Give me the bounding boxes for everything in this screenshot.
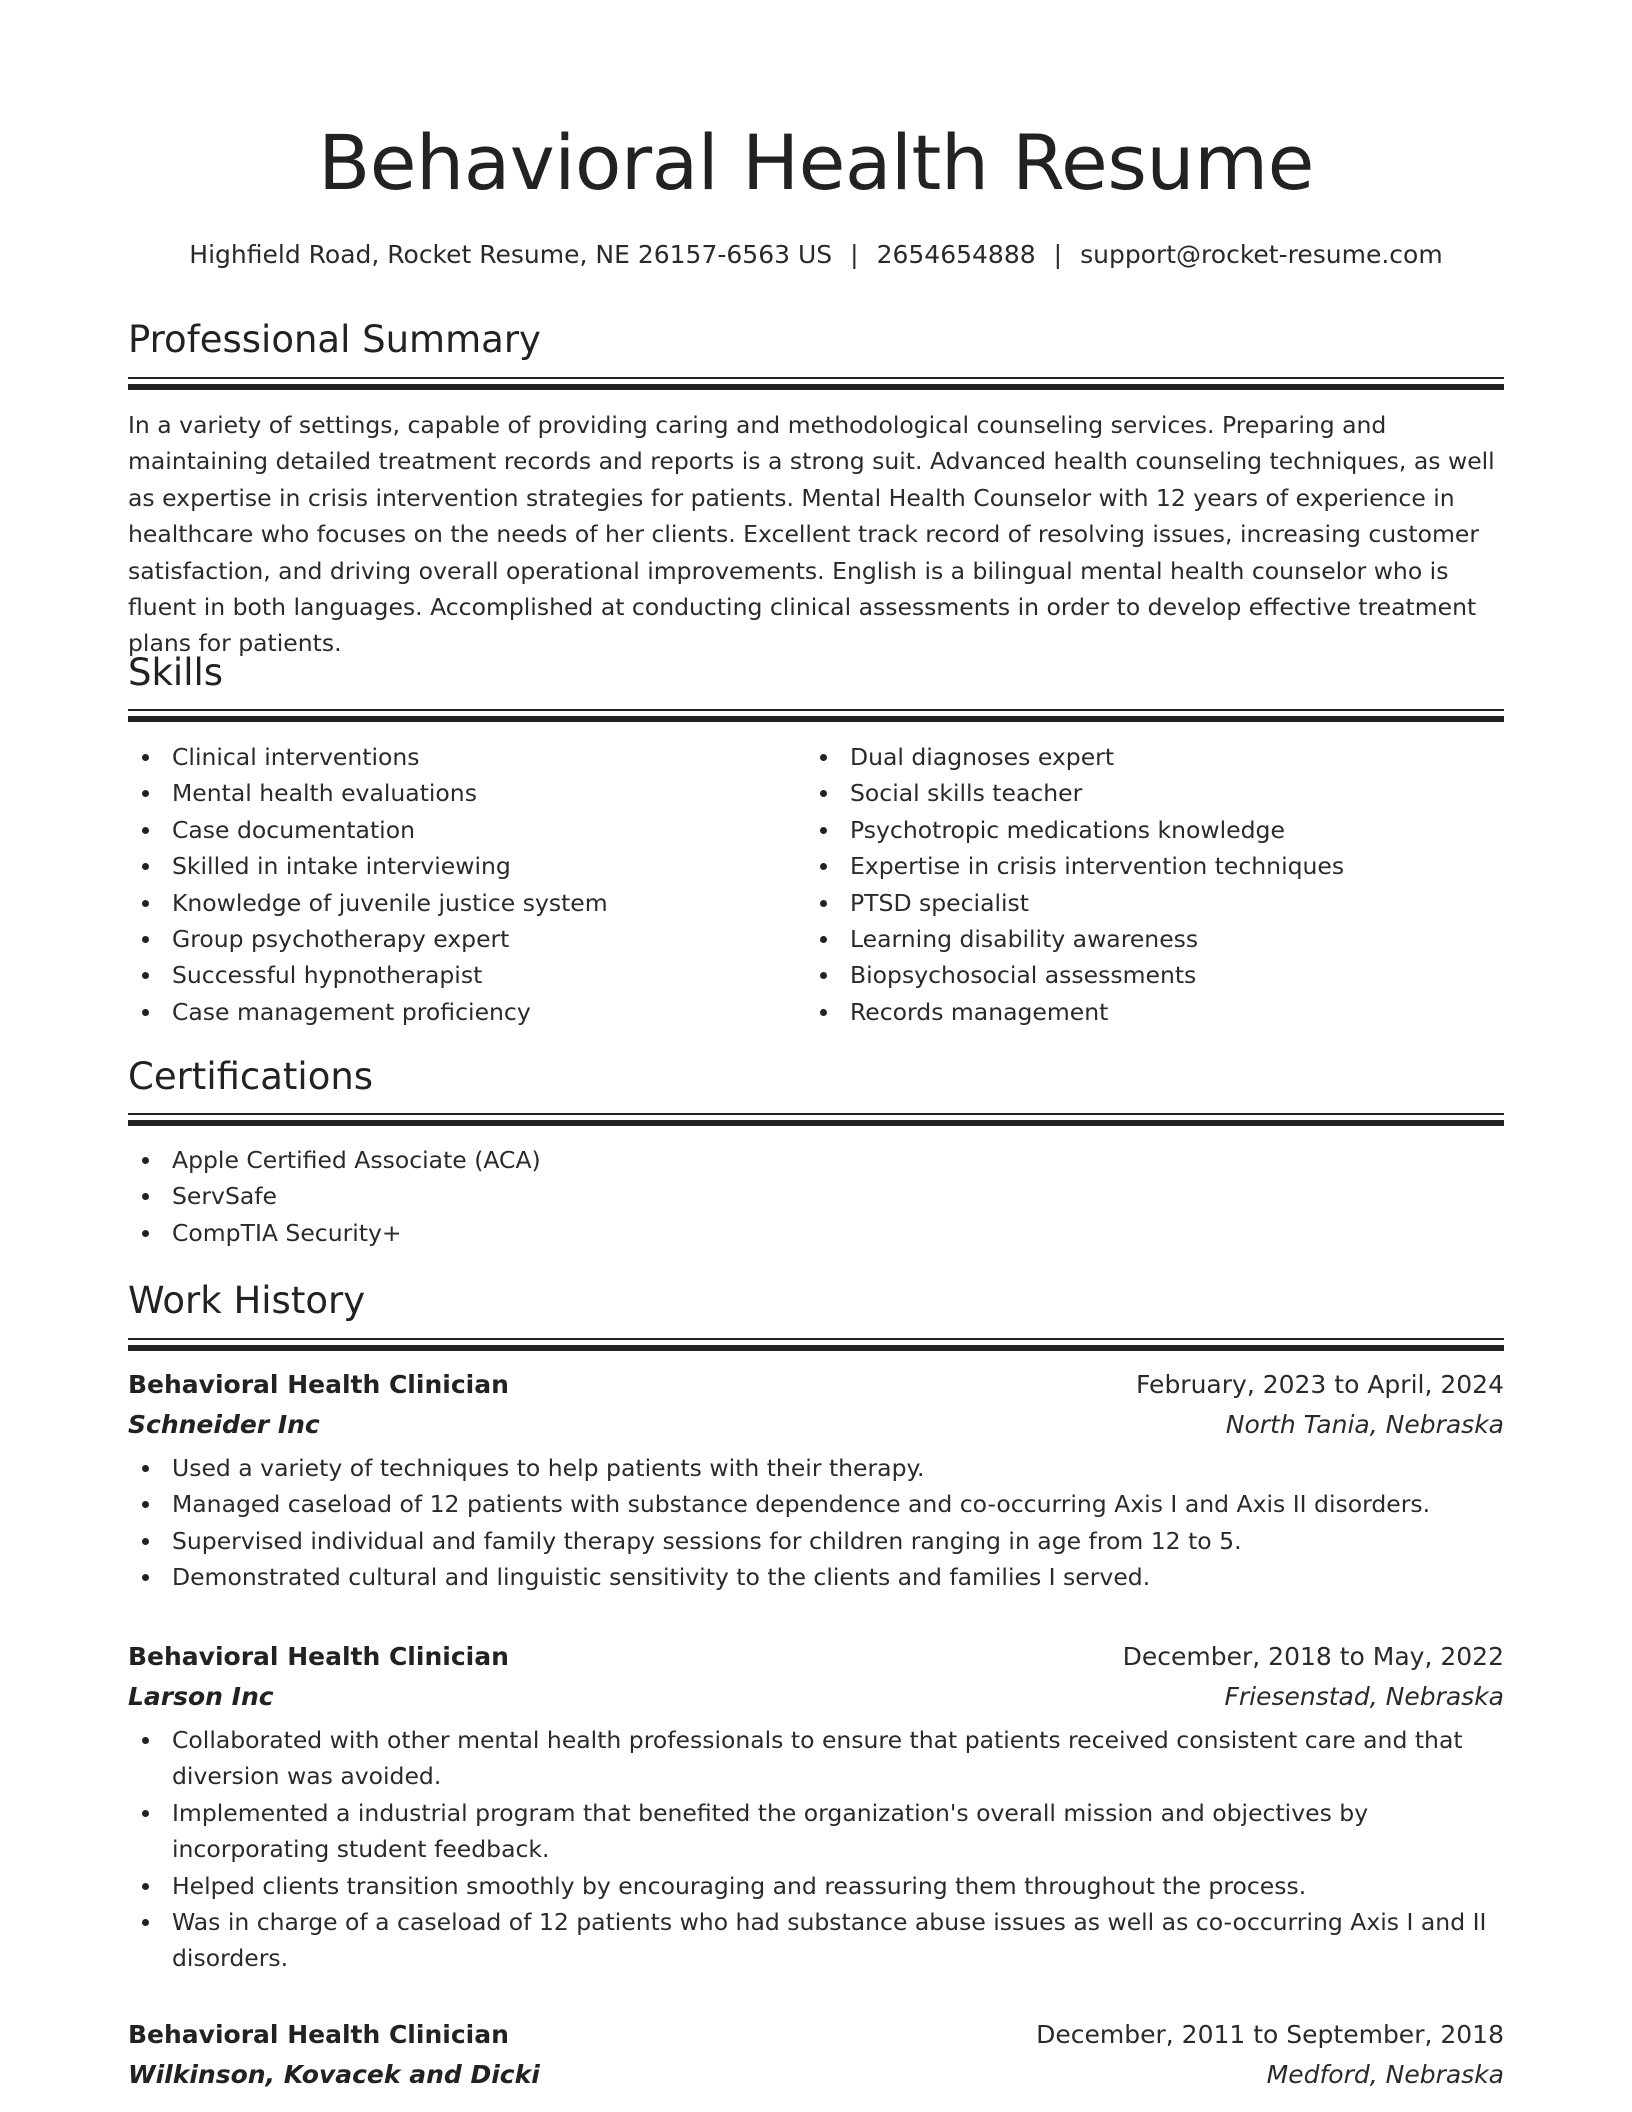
job-entry [128,1370,1504,1596]
job-location: Medford, Nebraska [1266,2060,1504,2089]
job-duty: Helped clients transition smoothly by encouraging and reassuring them throughout the process. [128,1868,1504,1904]
contact-address: Highfield Road, Rocket Resume, NE 26157-6563 US [189,240,833,269]
skill-item: Successful hypnotherapist [128,957,808,993]
skills-heading: Skills [128,651,224,694]
job-company: Larson Inc [128,1682,274,1711]
certification-item: ServSafe [128,1178,1504,1214]
job-dates: December, 2018 to May, 2022 [1122,1642,1504,1671]
contact-line [128,240,1504,269]
skill-item: Group psychotherapy expert [128,921,808,957]
job-duty: Collaborated with other mental health professionals to ensure that patients received consistent care and that diversion was avoided. [128,1722,1504,1795]
contact-phone: 2654654888 [876,240,1036,269]
job-duty: Was in charge of a caseload of 12 patients who had substance abuse issues as well as co-occurring Axis I and II disorders. [128,1904,1504,1977]
job-duties-list [128,1722,1504,1977]
job-duty: Supervised individual and family therapy sessions for children ranging in age from 12 to 5. [128,1523,1504,1559]
resume-title: Behavioral Health Resume [318,118,1314,207]
certification-item: CompTIA Security+ [128,1215,1504,1251]
certification-item: Apple Certified Associate (ACA) [128,1142,1504,1178]
job-title: Behavioral Health Clinician [128,1642,509,1671]
contact-separator: | [1053,240,1063,269]
skill-item: Psychotropic medications knowledge [806,812,1486,848]
certifications-list [128,1142,1504,1251]
skill-item: Clinical interventions [128,739,808,775]
skill-item: Records management [806,994,1486,1030]
summary-heading: Professional Summary [128,318,541,361]
skill-item: Biopsychosocial assessments [806,957,1486,993]
contact-separator: | [850,240,859,269]
skill-item: Learning disability awareness [806,921,1486,957]
skills-list-left [128,739,808,1030]
job-location: Friesenstad, Nebraska [1224,1682,1504,1711]
job-location: North Tania, Nebraska [1225,1410,1504,1439]
job-title: Behavioral Health Clinician [128,1370,509,1399]
job-entry [128,2020,1504,2100]
skill-item: Case documentation [128,812,808,848]
skill-item: Social skills teacher [806,775,1486,811]
job-company: Schneider Inc [128,1410,320,1439]
skill-item: PTSD specialist [806,885,1486,921]
job-dates: December, 2011 to September, 2018 [1036,2020,1504,2049]
job-dates: February, 2023 to April, 2024 [1136,1370,1504,1399]
job-duty: Demonstrated cultural and linguistic sensitivity to the clients and families I served. [128,1559,1504,1595]
summary-section-header [128,318,1504,362]
work-section-header [128,1279,1504,1323]
job-duties-list [128,1450,1504,1596]
skill-item: Case management proficiency [128,994,808,1030]
job-entry [128,1642,1504,1977]
certifications-heading: Certifications [128,1055,374,1098]
job-title: Behavioral Health Clinician [128,2020,509,2049]
skill-item: Mental health evaluations [128,775,808,811]
contact-email: support@rocket-resume.com [1080,240,1443,269]
skill-item: Expertise in crisis intervention techniques [806,848,1486,884]
skill-item: Knowledge of juvenile justice system [128,885,808,921]
certifications-section-header [128,1055,1504,1099]
job-duty: Managed caseload of 12 patients with substance dependence and co-occurring Axis I and Axis II disorders. [128,1486,1504,1522]
job-duty: Implemented a industrial program that benefited the organization's overall mission and objectives by incorporating student feedback. [128,1795,1504,1868]
skills-section-header [128,651,1504,695]
skill-item: Skilled in intake interviewing [128,848,808,884]
skill-item: Dual diagnoses expert [806,739,1486,775]
job-company: Wilkinson, Kovacek and Dicki [128,2060,540,2089]
work-heading: Work History [128,1279,366,1322]
skills-list-right [806,739,1486,1030]
summary-text: In a variety of settings, capable of providing caring and methodological counseling services. Preparing and maintaining detailed treatment records and reports is a strong suit. Advanced health counseling techniques, as well as expertise in crisis intervention strategies for patients. Mental Health Counselor with 12 years of experience in healthcare who focuses on the needs of her clients. Excellent track record of resolving issues, increasing customer satisfaction, and driving overall operational improvements. English is a bilingual mental health counselor who is fluent in both languages. Accomplished at conducting clinical assessments in order to develop effective treatment plans for patients. [128,411,1495,658]
job-duty: Used a variety of techniques to help patients with their therapy. [128,1450,1504,1486]
